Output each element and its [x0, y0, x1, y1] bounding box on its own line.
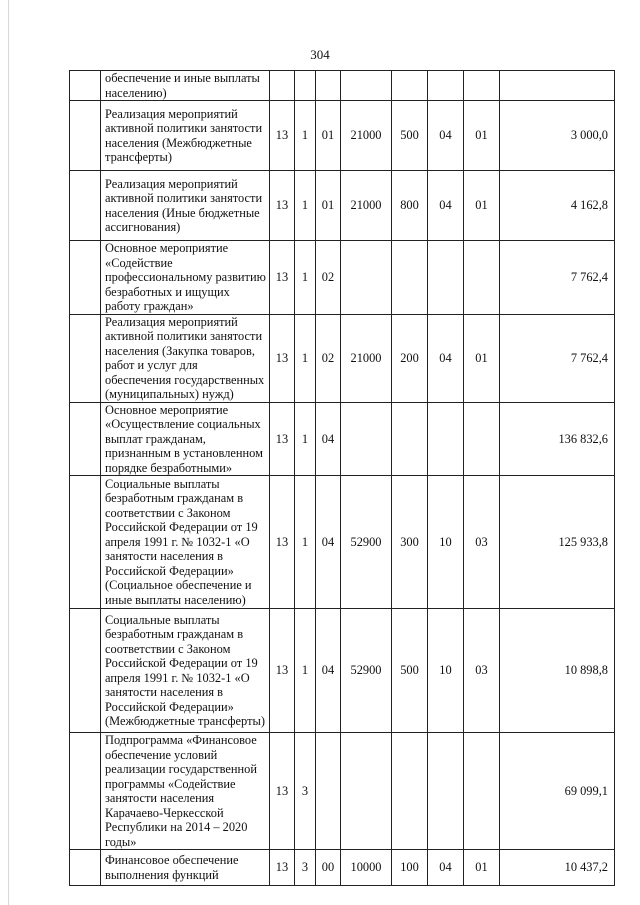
code-cell-2: [295, 71, 316, 101]
code-cell-2: 1: [295, 171, 316, 241]
budget-table: [69, 70, 615, 886]
amount-cell: [500, 71, 615, 101]
code-cell-6: 04: [428, 850, 464, 886]
code-cell-2: 1: [295, 314, 316, 402]
code-cell-3: 01: [316, 101, 341, 171]
code-cell-7: [464, 241, 500, 315]
code-cell-6: [428, 241, 464, 315]
code-cell-5: 300: [392, 476, 428, 609]
code-cell-3: 04: [316, 609, 341, 733]
code-cell-1: 13: [270, 609, 295, 733]
code-cell-4: 52900: [341, 476, 392, 609]
row-margin-cell: [70, 314, 101, 402]
table-row: [70, 609, 615, 733]
table-row: [70, 314, 615, 402]
amount-cell: 7 762,4: [500, 241, 615, 315]
code-cell-3: 02: [316, 314, 341, 402]
code-cell-2: 1: [295, 241, 316, 315]
row-name-cell: Реализация мероприятий активной политики занятости населения (Иные бюджетные ассигнования): [101, 171, 270, 241]
code-cell-1: 13: [270, 314, 295, 402]
amount-cell: 136 832,6: [500, 402, 615, 476]
row-name-cell: Подпрограмма «Финансовое обеспечение условий реализации государственной программы «Содействие занятости населения Карачаево-Черкесской Республики на 2014 – 2020 годы»: [101, 733, 270, 850]
row-margin-cell: [70, 733, 101, 850]
row-name-cell: Финансовое обеспечение выполнения функций: [101, 850, 270, 886]
code-cell-7: [464, 733, 500, 850]
code-cell-2: 1: [295, 402, 316, 476]
code-cell-6: [428, 402, 464, 476]
table-row: [70, 241, 615, 315]
code-cell-4: 21000: [341, 171, 392, 241]
code-cell-4: 21000: [341, 101, 392, 171]
code-cell-6: [428, 733, 464, 850]
code-cell-2: 1: [295, 476, 316, 609]
code-cell-5: 800: [392, 171, 428, 241]
code-cell-3: 01: [316, 171, 341, 241]
amount-cell: 69 099,1: [500, 733, 615, 850]
table-row: [70, 733, 615, 850]
code-cell-1: 13: [270, 733, 295, 850]
table-row: [70, 476, 615, 609]
code-cell-1: [270, 71, 295, 101]
code-cell-7: [464, 71, 500, 101]
row-margin-cell: [70, 476, 101, 609]
code-cell-4: [341, 402, 392, 476]
amount-cell: 125 933,8: [500, 476, 615, 609]
code-cell-7: 01: [464, 850, 500, 886]
amount-cell: 3 000,0: [500, 101, 615, 171]
code-cell-1: 13: [270, 476, 295, 609]
row-margin-cell: [70, 402, 101, 476]
code-cell-1: 13: [270, 850, 295, 886]
table-row: [70, 402, 615, 476]
code-cell-1: 13: [270, 171, 295, 241]
amount-cell: 10 437,2: [500, 850, 615, 886]
amount-cell: 10 898,8: [500, 609, 615, 733]
code-cell-1: 13: [270, 101, 295, 171]
code-cell-1: 13: [270, 402, 295, 476]
code-cell-6: 04: [428, 171, 464, 241]
code-cell-6: 10: [428, 609, 464, 733]
row-name-cell: Основное мероприятие «Содействие профессиональному развитию безработных и ищущих работу граждан»: [101, 241, 270, 315]
code-cell-7: 01: [464, 171, 500, 241]
code-cell-4: [341, 241, 392, 315]
row-margin-cell: [70, 241, 101, 315]
code-cell-5: [392, 402, 428, 476]
code-cell-2: 1: [295, 609, 316, 733]
code-cell-4: 10000: [341, 850, 392, 886]
code-cell-4: 52900: [341, 609, 392, 733]
row-margin-cell: [70, 171, 101, 241]
code-cell-3: 04: [316, 402, 341, 476]
code-cell-3: [316, 71, 341, 101]
code-cell-7: 03: [464, 609, 500, 733]
code-cell-6: [428, 71, 464, 101]
code-cell-5: 500: [392, 609, 428, 733]
row-margin-cell: [70, 850, 101, 886]
table-row: [70, 850, 615, 886]
row-margin-cell: [70, 101, 101, 171]
code-cell-3: 02: [316, 241, 341, 315]
code-cell-4: 21000: [341, 314, 392, 402]
code-cell-5: 500: [392, 101, 428, 171]
code-cell-5: 100: [392, 850, 428, 886]
code-cell-5: [392, 241, 428, 315]
code-cell-6: 04: [428, 314, 464, 402]
code-cell-5: [392, 71, 428, 101]
code-cell-1: 13: [270, 241, 295, 315]
row-name-cell: Основное мероприятие «Осуществление социальных выплат гражданам, признанным в установленном порядке безработными»: [101, 402, 270, 476]
row-name-cell: Реализация мероприятий активной политики занятости населения (Межбюджетные трансферты): [101, 101, 270, 171]
row-margin-cell: [70, 609, 101, 733]
code-cell-3: 00: [316, 850, 341, 886]
code-cell-3: 04: [316, 476, 341, 609]
code-cell-5: 200: [392, 314, 428, 402]
table-row: [70, 71, 615, 101]
scan-edge: [8, 0, 9, 905]
code-cell-2: 3: [295, 850, 316, 886]
code-cell-6: 04: [428, 101, 464, 171]
table-row: [70, 101, 615, 171]
code-cell-4: [341, 71, 392, 101]
table-row: [70, 171, 615, 241]
code-cell-4: [341, 733, 392, 850]
code-cell-7: [464, 402, 500, 476]
amount-cell: 7 762,4: [500, 314, 615, 402]
code-cell-3: [316, 733, 341, 850]
row-name-cell: Социальные выплаты безработным гражданам в соответствии с Законом Российской Федерации от 19 апреля 1991 г. № 1032-1 «О занятости населения в Российской Федерации» (Социальное обеспечение и иные выплаты населению): [101, 476, 270, 609]
code-cell-2: 1: [295, 101, 316, 171]
code-cell-2: 3: [295, 733, 316, 850]
row-name-cell: Социальные выплаты безработным гражданам в соответствии с Законом Российской Федерации от 19 апреля 1991 г. № 1032-1 «О занятости населения в Российской Федерации» (Межбюджетные трансферты): [101, 609, 270, 733]
row-name-cell: обеспечение и иные выплаты населению): [101, 71, 270, 101]
code-cell-7: 01: [464, 314, 500, 402]
code-cell-7: 01: [464, 101, 500, 171]
row-margin-cell: [70, 71, 101, 101]
amount-cell: 4 162,8: [500, 171, 615, 241]
page-number: 304: [310, 47, 330, 62]
code-cell-7: 03: [464, 476, 500, 609]
row-name-cell: Реализация мероприятий активной политики занятости населения (Закупка товаров, работ и услуг для обеспечения государственных (муниципальных) нужд): [101, 314, 270, 402]
code-cell-6: 10: [428, 476, 464, 609]
code-cell-5: [392, 733, 428, 850]
